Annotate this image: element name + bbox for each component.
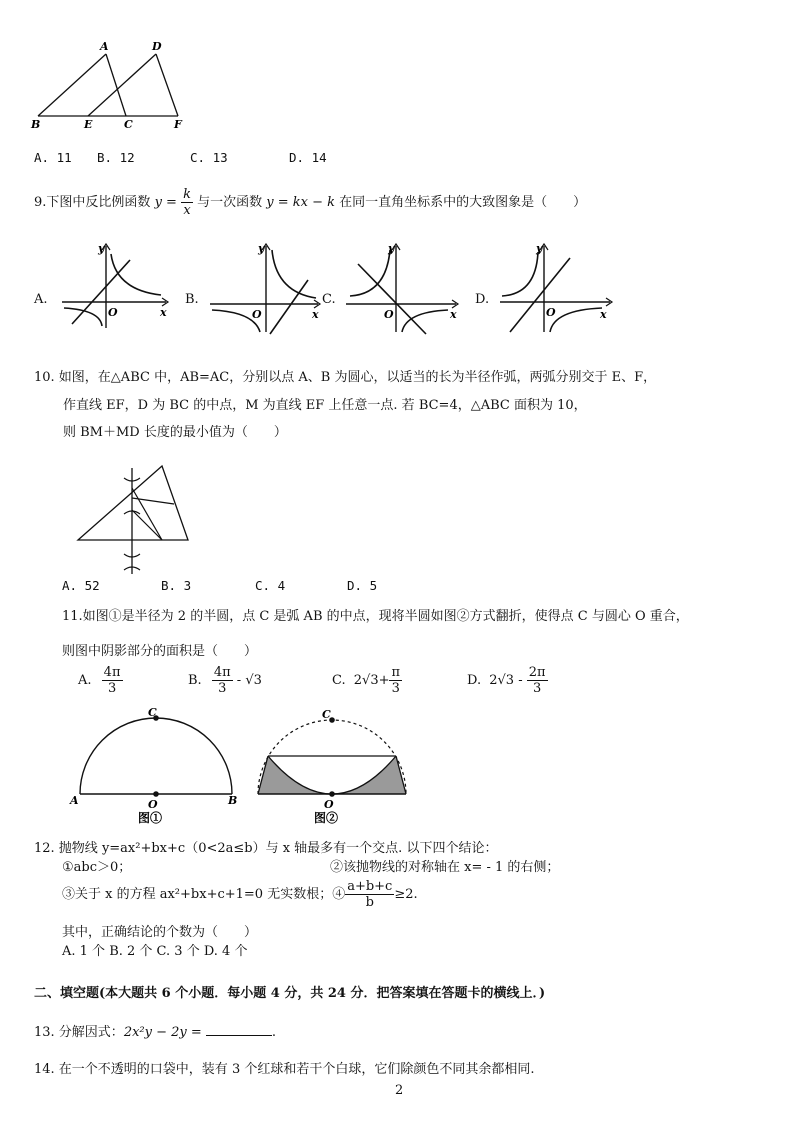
q9-graph-label-d: D. — [475, 292, 490, 307]
q9-text-after: 在同一直角坐标系中的大致图象是（ ） — [339, 195, 587, 210]
q9-graph-b — [204, 240, 324, 336]
q8-label-b: B — [31, 118, 41, 131]
svg-text:x: x — [160, 306, 167, 319]
q10-figure — [70, 458, 200, 578]
q11-line-2: 则图中阴影部分的面积是（ ） — [62, 644, 258, 659]
svg-text:O: O — [384, 308, 394, 321]
q12-conclusion-2: ②该抛物线的对称轴在 x= - 1 的右侧； — [330, 860, 560, 875]
svg-text:O: O — [252, 308, 262, 321]
svg-text:x: x — [312, 308, 319, 321]
q8-option-a: A. 11 — [34, 150, 72, 165]
q12-line-1: 12. 抛物线 y=ax²+bx+c（0<2a≤b）与 x 轴最多有一个交点. 以下四个结论： — [34, 841, 498, 856]
q10-option-a: A. 52 — [62, 578, 100, 593]
q11-line-1: 11.如图①是半径为 2 的半圆，点 C 是弧 AB 的中点，现将半圆如图②方式翻折，使得点 C 与圆心 O 重合， — [62, 609, 689, 624]
section-2-heading: 二、填空题(本大题共 6 个小题．每小题 4 分，共 24 分．把答案填在答题卡的横线上．) — [34, 986, 546, 1001]
svg-text:O: O — [108, 306, 118, 319]
q11-option-a: A. $\frac{4\pi}{3}$ — [78, 665, 121, 696]
q9-graph-label-c: C. — [322, 292, 336, 307]
q10-line-1: 10. 如图，在△ABC 中，AB=AC，分别以点 A、B 为圆心，以适当的长为半径作弧，两弧分别交于 E、F， — [34, 370, 657, 385]
svg-text:x: x — [600, 308, 607, 321]
q10-option-c: C. 4 — [255, 578, 286, 593]
q11-figure-1 — [66, 706, 246, 824]
q10-line-2: 作直线 EF，D 为 BC 的中点，M 为直线 EF 上任意一点. 若 BC=4，△ABC 面积为 10， — [63, 398, 587, 413]
page-number: 2 — [395, 1083, 404, 1098]
svg-text:O: O — [324, 798, 334, 811]
q12-question: 其中，正确结论的个数为（ ） — [62, 925, 258, 940]
q8-label-a: A — [100, 40, 109, 53]
q12-conclusion-3-4: ③关于 x 的方程 ax²+bx+c+1=0 无实数根；④ $\frac{a+b+c}{b}$ ≥2. — [62, 879, 418, 910]
q8-triangle-figure — [28, 36, 198, 132]
svg-text:O: O — [148, 798, 158, 811]
q11-option-c: C. 2√3+ $\frac{\pi}{3}$ — [332, 665, 401, 696]
svg-text:C: C — [322, 708, 331, 721]
q12-options: A. 1 个 B. 2 个 C. 3 个 D. 4 个 — [62, 944, 248, 959]
svg-text:A: A — [70, 794, 79, 807]
q8-label-d: D — [152, 40, 162, 53]
svg-text:x: x — [450, 308, 457, 321]
q9-graph-label-b: B. — [185, 292, 199, 307]
svg-text:y: y — [536, 242, 543, 255]
svg-text:O: O — [546, 306, 556, 319]
q8-option-b: B. 12 — [97, 150, 135, 165]
svg-text:y: y — [388, 242, 395, 255]
q10-option-d: D. 5 — [347, 578, 378, 593]
svg-text:y: y — [98, 242, 105, 255]
svg-text:图②: 图② — [314, 811, 339, 824]
q9-graph-d — [494, 240, 616, 336]
q14-question: 14. 在一个不透明的口袋中，装有 3 个红球和若干个白球，它们除颜色不同其余都相同. — [34, 1062, 535, 1077]
svg-text:y: y — [258, 242, 265, 255]
q11-option-d: D. 2√3 - $\frac{2\pi}{3}$ — [467, 665, 546, 696]
q11-option-b: B. $\frac{4\pi}{3}$ - √3 — [188, 665, 262, 696]
q11-figure-2 — [250, 706, 416, 824]
q8-label-c: C — [124, 118, 133, 131]
q9-text-before: 下图中反比例函数 — [46, 195, 151, 210]
svg-text:C: C — [148, 706, 157, 719]
q10-option-b: B. 3 — [161, 578, 192, 593]
q9-graph-c — [340, 240, 462, 336]
svg-text:图①: 图① — [138, 811, 163, 824]
q9-y-eq: y = — [154, 195, 177, 210]
q9-number: 9. — [34, 195, 47, 210]
q9-fraction: $\frac{k}{x}$ — [183, 187, 191, 218]
q10-line-3: 则 BM＋MD 长度的最小值为（ ） — [63, 425, 287, 440]
q12-conclusion-1: ①abc＞0； — [62, 860, 132, 875]
q13-question: 13. 分解因式：2x²y − 2y = . — [34, 1025, 277, 1040]
q8-label-f: F — [174, 118, 182, 131]
q9-graph-label-a: A. — [34, 292, 48, 307]
q9-graph-a — [56, 240, 174, 332]
q8-option-c: C. 13 — [190, 150, 228, 165]
q9-question — [34, 188, 586, 217]
q9-text-mid: 与一次函数 — [197, 195, 263, 210]
q8-option-d: D. 14 — [289, 150, 327, 165]
q9-linear: y = kx − k — [266, 195, 336, 210]
svg-text:B: B — [228, 794, 238, 807]
q8-label-e: E — [84, 118, 93, 131]
q13-answer-blank[interactable] — [206, 1023, 272, 1036]
